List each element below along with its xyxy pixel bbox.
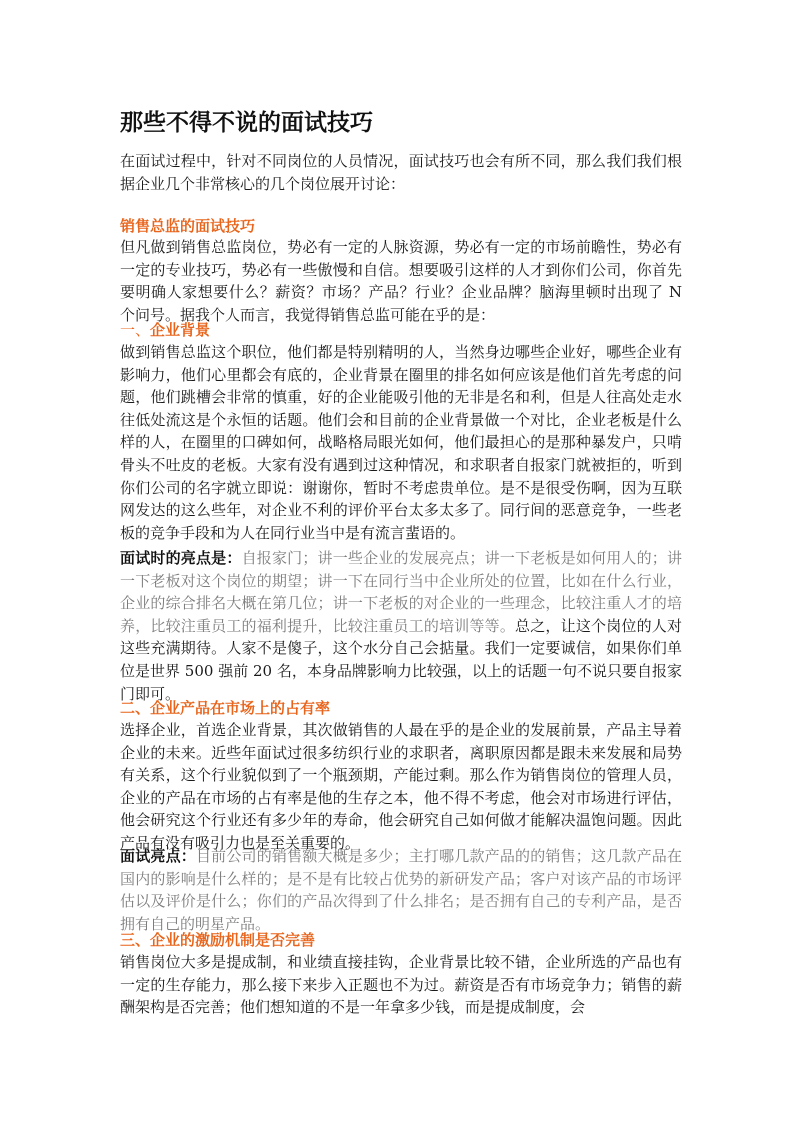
page-title: 那些不得不说的面试技巧 <box>120 110 373 136</box>
intro-paragraph: 在面试过程中，针对不同岗位的人员情况，面试技巧也会有所不同，那么我们我们根据企业几个非常核心的几个岗位展开讨论： <box>120 152 682 193</box>
section-intro-paragraph: 但凡做到销售总监岗位，势必有一定的人脉资源，势必有一定的市场前瞻性，势必有一定的专业技巧，势必有一些傲慢和自信。想要吸引这样的人才到你们公司，你首先要明确人家想要什么？薪资？市场？产品？行业？企业品牌？脑海里顿时出现了 N 个问号。据我个人而言，我觉得销售总监可能在乎的是： <box>120 238 682 324</box>
subsection-3-paragraph: 销售岗位大多是提成制，和业绩直接挂钩，企业背景比较不错，企业所选的产品也有一定的生存能力，那么接下来步入正题也不为过。薪资是否有市场竞争力；销售的薪酬架构是否完善；他们想知道的不是一年拿多少钱，而是提成制度，会 <box>120 953 682 1017</box>
highlight-label-2: 面试亮点： <box>120 847 196 865</box>
subsection-heading-3: 三、企业的激励机制是否完善 <box>120 931 316 949</box>
subsection-2-paragraph: 选择企业，首选企业背景，其次做销售的人最在乎的是企业的发展前景，产品主导着企业的未来。近些年面试过很多纺织行业的求职者，离职原因都是跟未来发展和局势有关系，这个行业貌似到了一个瓶颈期，产能过剩。那么作为销售岗位的管理人员，企业的产品在市场的占有率是他的生存之本，他不得不考虑，他会对市场进行评估，他会研究这个行业还有多少年的寿命，他会研究自己如何做才能解决温饱问题。因此产品有没有吸引力也是至关重要的。 <box>120 721 682 852</box>
highlight-summary-1: 总之，让这个岗位的人对这些充满期待。人家不是傻子，这个水分自己会掂量。我们一定要诚信，如果你们单位是世界 500 强前 20 名，本身品牌影响力比较强，以上的话题一句不说只要自报家门即可。 <box>120 616 682 703</box>
highlight-text-2: 目前公司的销售额大概是多少；主打哪几款产品的的销售；这几款产品在国内的影响是什么样的；是不是有比较占优势的新研发产品；客户对该产品的市场评估以及评价是什么；你们的产品次得到了什么排名；是否拥有自己的专利产品，是否拥有自己的明星产品。 <box>120 847 682 933</box>
subsection-1-highlight <box>120 547 682 705</box>
subsection-heading-1-prefix: 一、 <box>120 321 151 339</box>
subsection-2-highlight <box>120 845 682 935</box>
subsection-heading-1 <box>120 319 210 341</box>
subsection-heading-2: 二、企业产品在市场上的占有率 <box>120 699 331 717</box>
highlight-label-1: 面试时的亮点是： <box>120 549 242 567</box>
section-title: 销售总监的面试技巧 <box>120 217 256 235</box>
subsection-heading-1-text: 企业背景 <box>150 321 211 339</box>
highlight-text-1: 自报家门；讲一些企业的发展亮点；讲一下老板是如何用人的；讲一下老板对这个岗位的期望；讲一下在同行当中企业所处的位置，比如在什么行业，企业的综合排名大概在第几位；讲一下老板的对企业的一些理念，比较注重人才的培养，比较注重员工的福利提升，比较注重员工的培训等等。 <box>120 549 682 635</box>
subsection-1-paragraph: 做到销售总监这个职位，他们都是特别精明的人，当然身边哪些企业好，哪些企业有影响力，他们心里都会有底的，企业背景在圈里的排名如何应该是他们首先考虑的问题，他们跳槽会非常的慎重，好的企业能吸引他的无非是名和利，但是人往高处走水往低处流这是个永恒的话题。他们会和目前的企业背景做一个对比，企业老板是什么样的人，在圈里的口碑如何，战略格局眼光如何，他们最担心的是那种暴发户，只啃骨头不吐皮的老板。大家有没有遇到过这种情况，和求职者自报家门就被拒的，听到你们公司的名字就立即说：谢谢你，暂时不考虑贵单位。是不是很受伤啊，因为互联网发达的这么些年，对企业不利的评价平台太多太多了。同行间的恶意竞争，一些老板的竞争手段和为人在同行业当中是有流言蜚语的。 <box>120 343 682 542</box>
